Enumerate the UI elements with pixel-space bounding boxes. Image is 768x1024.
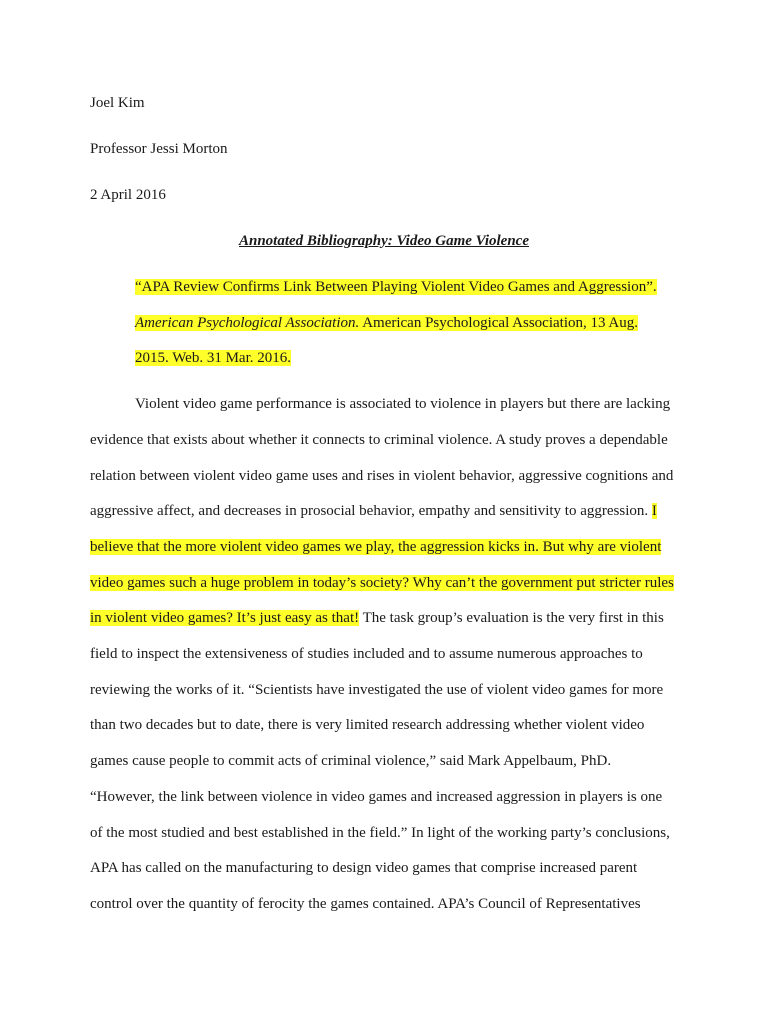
highlighted-opinion-end: in violent video games? It’s just easy as that! <box>90 610 360 626</box>
body-line-4-text: aggressive affect, and decreases in prosocial behavior, empathy and sensitivity to aggression. <box>90 503 652 519</box>
citation-line-3 <box>135 348 291 368</box>
body-line-1: Violent video game performance is associated to violence in players but there are lacking <box>135 396 671 412</box>
body-line-15: control over the quantity of ferocity the games contained. APA’s Council of Representatives <box>90 896 641 912</box>
body-line-11: games cause people to commit acts of criminal violence,” said Mark Appelbaum, PhD. <box>90 753 612 769</box>
body-line-7-text: The task group’s evaluation is the very first in this <box>359 610 664 626</box>
highlighted-opinion: believe that the more violent video games we play, the aggression kicks in. But why are violent <box>90 539 662 555</box>
body-line-6 <box>90 573 674 593</box>
body-line-7 <box>90 608 664 628</box>
citation-source: American Psychological Association. <box>135 315 360 331</box>
body-line-5 <box>90 537 661 557</box>
citation-title: “APA Review Confirms Link Between Playing Violent Video Games and Aggression”. <box>135 279 657 295</box>
citation-line-2 <box>135 313 638 333</box>
citation-dates: 2015. Web. 31 Mar. 2016. <box>135 350 292 366</box>
body-line-10: than two decades but to date, there is very limited research addressing whether violent video <box>90 717 645 733</box>
body-line-13: of the most studied and best established in the field.” In light of the working party’s conclusions, <box>90 825 670 841</box>
citation-publisher: American Psychological Association, 13 Aug. <box>359 315 638 331</box>
body-line-8: field to inspect the extensiveness of studies included and to assume numerous approaches to <box>90 646 643 662</box>
body-line-14: APA has called on the manufacturing to design video games that comprise increased parent <box>90 860 638 876</box>
body-line-9: reviewing the works of it. “Scientists have investigated the use of violent video games for more <box>90 682 664 698</box>
highlighted-opinion-start: I <box>651 503 657 519</box>
body-line-3: relation between violent video game uses and rises in violent behavior, aggressive cognitions and <box>90 468 674 484</box>
highlighted-opinion: video games such a huge problem in today’s society? Why can’t the government put stricter rules <box>90 575 674 591</box>
document-date: 2 April 2016 <box>90 187 166 203</box>
author-name: Joel Kim <box>90 95 145 111</box>
body-line-12: “However, the link between violence in video games and increased aggression in players is one <box>90 789 663 805</box>
professor-name: Professor Jessi Morton <box>90 141 228 157</box>
body-line-2: evidence that exists about whether it connects to criminal violence. A study proves a dependable <box>90 432 668 448</box>
document-title: Annotated Bibliography: Video Game Violence <box>238 233 529 249</box>
citation-line-1 <box>135 277 657 297</box>
body-line-4 <box>90 501 657 521</box>
